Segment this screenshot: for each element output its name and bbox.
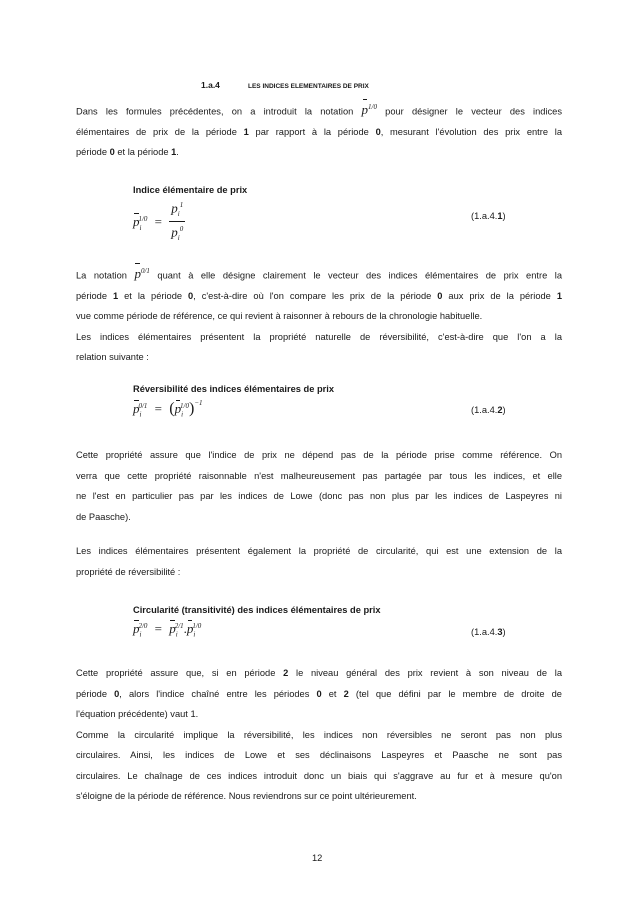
notation-p-1-0: $p^{1/0}$: [362, 97, 377, 121]
section-title-text: LES INDICES ELEMENTAIRES DE PRIX: [248, 83, 369, 90]
formula-1-heading: Indice élémentaire de prix: [133, 185, 248, 195]
formula-2: $p_i^{0/1} = (p_i^{1/0})^{-1}$: [133, 399, 203, 419]
formula-1-fraction: $\frac{p_i^1}{p_i^0}$: [169, 198, 185, 245]
paragraph-4: Les indices élémentaires présentent également la propriété de circularité, qui est une extension de la propriété de réversibilité :: [76, 546, 562, 577]
formula-3: $p_i^{2/0} = p_i^{2/1}.p_i^{1/0}$: [133, 621, 202, 639]
section-title: [201, 80, 369, 90]
notation-p-0-1: $p^{0/1}$: [134, 261, 149, 285]
page-number: 12: [312, 853, 323, 863]
section-number: 1.a.4: [201, 80, 220, 90]
formula-1-ref: (1.a.4.1): [471, 211, 506, 221]
paragraph-1: Dans les formules précédentes, on a introduit la notation $p^{1/0}$ pour désigner le vecteur des indices élémentaires de prix de la période 1 par rapport à la période 0, mesurant l'évolution des prix entre la période 0 et la période 1.: [76, 97, 562, 163]
paragraph-2: La notation $p^{0/1}$ quant à elle désigne clairement le vecteur des indices élémentaires de prix entre la période 1 et la période 0, c'est-à-dire où l'on compare les prix de la période 0 aux prix de la période 1 vue comme période de référence, ce qui revient à raisonner à rebours de la chronologie habituelle. Les indices élémentaires présentent la propriété naturelle de réversibilité, c'est-à-dire que l'on a la relation suivante :: [76, 261, 562, 368]
formula-1: $p_i^{1/0}$ = $\frac{p_i^1}{p_i^0}$: [133, 200, 185, 247]
paragraph-3: Cette propriété assure que l'indice de prix ne dépend pas de la période prise comme référence. On verra que cette propriété raisonnable n'est malheureusement pas partagée par tous les indices, et elle ne l'est en particulier pas par les indices de Lowe (donc pas non plus par les indices de Laspeyres ni de Paasche).: [76, 450, 562, 522]
formula-3-ref: (1.a.4.3): [471, 627, 506, 637]
formula-2-ref: (1.a.4.2): [471, 405, 506, 415]
formula-3-heading: Circularité (transitivité) des indices élémentaires de prix: [133, 605, 381, 615]
paragraph-5: Cette propriété assure que, si en période 2 le niveau général des prix revient à son niveau de la période 0, alors l'indice chaîné entre les périodes 0 et 2 (tel que défini par le membre de droite de l'équation précédente) vaut 1. Comme la circularité implique la réversibilité, les indices non réversibles ne seront pas non plus circulaires. Ainsi, les indices de Lowe et ses déclinaisons Laspeyres et Paasche ne sont pas circulaires. Le chaînage de ces indices introduit donc un biais qui s'aggrave au fur et à mesure qu'on s'éloigne de la période de référence. Nous reviendrons sur ce point ultérieurement.: [76, 668, 562, 801]
formula-2-heading: Réversibilité des indices élémentaires de prix: [133, 384, 335, 394]
